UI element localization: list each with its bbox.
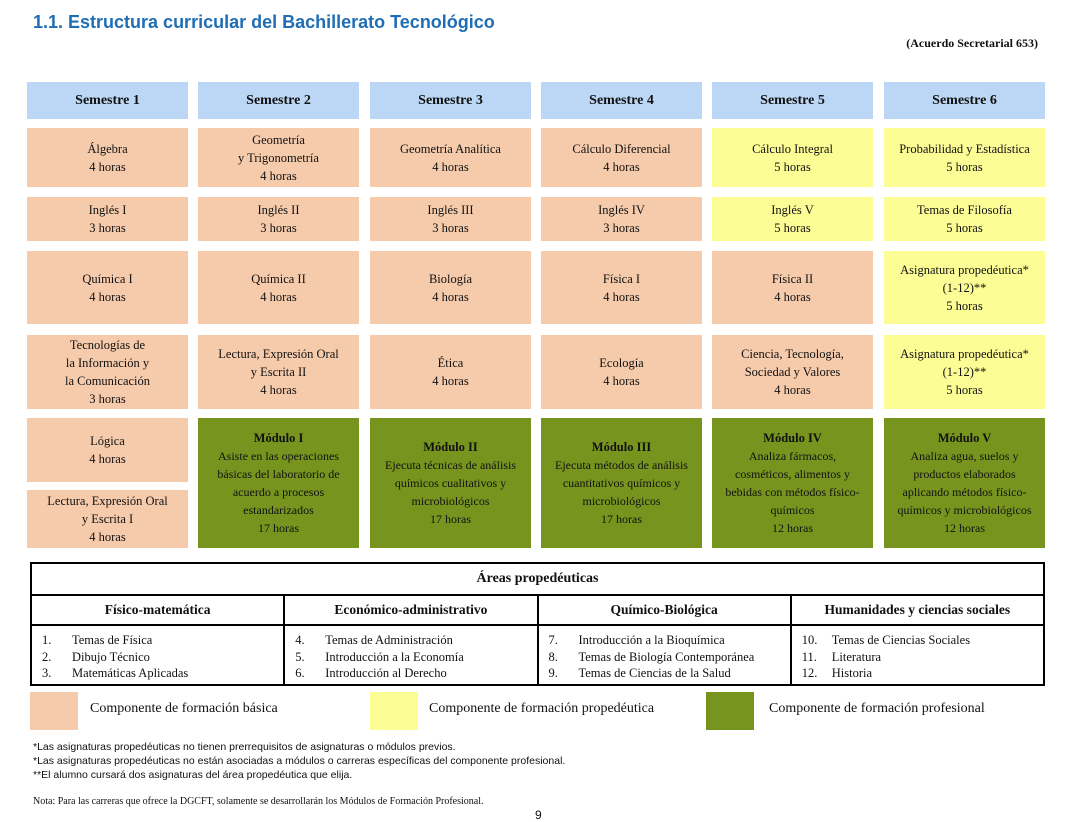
area-item-label: Introducción al Derecho [325, 666, 447, 680]
module-line: Asiste en las operaciones [218, 449, 339, 463]
subject-cell [712, 128, 873, 187]
area-list-item [549, 632, 790, 649]
semester-header: Semestre 6 [884, 82, 1045, 119]
area-item-label: Temas de Ciencias Sociales [831, 633, 971, 647]
module-cell [712, 418, 873, 548]
subject-line: 4 horas [603, 289, 640, 304]
area-column [539, 596, 792, 684]
subject-line: 4 horas [260, 168, 297, 183]
subject-line: 4 horas [89, 289, 126, 304]
areas-columns [32, 596, 1043, 684]
areas-title: Áreas propedéuticas [32, 564, 1043, 596]
legend-basic-label: Componente de formación básica [90, 701, 278, 716]
area-list [32, 626, 283, 682]
module-line: productos elaborados [913, 467, 1016, 481]
subject-cell [541, 335, 702, 409]
module-line: microbiológicos [582, 494, 661, 508]
subject-line: (1-12)** [942, 365, 987, 379]
legend-propedeutic-swatch [370, 692, 418, 730]
area-item-number: 9. [548, 666, 558, 680]
subject-line: 3 horas [603, 221, 640, 235]
area-item-number: 12. [801, 666, 818, 680]
subject-line: Temas de Filosofía [917, 203, 1012, 217]
semester-header: Semestre 2 [198, 82, 359, 119]
subject-line: Tecnologías de [69, 338, 146, 352]
module-line: básicas del laboratorio de [217, 467, 340, 481]
subject-line: 4 horas [89, 452, 126, 466]
area-heading: Físico-matemática [32, 596, 283, 626]
legend-basic-swatch [30, 692, 78, 730]
subject-line: Geometría Analítica [399, 141, 501, 156]
subject-cell [27, 128, 188, 187]
subject-line: 4 horas [774, 383, 811, 397]
module-cell [370, 418, 531, 548]
module-line: 17 horas [601, 512, 642, 526]
subject-line: Biología [428, 271, 473, 286]
subject-line: 5 horas [774, 159, 811, 174]
subject-cell [198, 251, 359, 324]
module-line: 17 horas [430, 512, 471, 526]
subject-line: Física II [771, 271, 814, 286]
module-line: cuantitativos químicos y [562, 476, 681, 490]
subject-line: 3 horas [432, 221, 469, 235]
area-item-label: Introducción a la Bioquímica [578, 633, 725, 647]
subject-line: 4 horas [260, 289, 297, 304]
semester-header: Semestre 5 [712, 82, 873, 119]
area-column [285, 596, 538, 684]
subject-line: Lectura, Expresión Oral [218, 347, 339, 361]
area-item-label: Temas de Física [72, 633, 153, 647]
area-heading: Económico-administrativo [285, 596, 536, 626]
subject-line: Cálculo Diferencial [572, 141, 671, 156]
subject-cell [27, 335, 188, 409]
subject-cell [27, 418, 188, 482]
subject-line: Geometría [252, 132, 305, 147]
area-column [792, 596, 1043, 684]
subject-cell [198, 128, 359, 187]
module-cell [884, 418, 1045, 548]
area-item-number: 6. [295, 666, 305, 680]
module-line: Analiza fármacos, [748, 449, 837, 463]
area-list-item [295, 649, 536, 666]
module-line: 12 horas [772, 521, 813, 535]
subject-line: y Trigonometría [238, 150, 319, 165]
subject-cell [198, 335, 359, 409]
subject-line: 4 horas [260, 383, 297, 397]
area-list [792, 626, 1043, 682]
module-line: acuerdo a procesos [232, 485, 325, 499]
subject-line: 3 horas [260, 221, 297, 235]
subject-line: 5 horas [774, 221, 811, 235]
subject-line: Cálculo Integral [752, 141, 833, 156]
area-list [539, 626, 790, 682]
module-title: Módulo III [591, 440, 652, 454]
module-line: estandarizados [243, 503, 314, 517]
subject-line: Asignatura propedéutica* [900, 262, 1029, 277]
area-list-item [549, 665, 790, 682]
note: *Las asignaturas propedéuticas no tienen prerrequisitos de asignaturas o módulos previos. [33, 741, 456, 753]
area-list-item [549, 649, 790, 666]
subject-cell [541, 197, 702, 241]
module-line: Ejecuta técnicas de análisis [385, 458, 516, 472]
subject-line: 4 horas [89, 530, 126, 544]
area-list-item [42, 649, 283, 666]
subject-cell [198, 197, 359, 241]
module-line: microbiológicos [411, 494, 490, 508]
subject-line: 3 horas [89, 221, 126, 235]
area-item-number: 3. [42, 666, 52, 680]
area-list-item [295, 632, 536, 649]
page-title: 1.1. Estructura curricular del Bachillerato Tecnológico [33, 12, 495, 32]
subject-line: (1-12)** [942, 280, 987, 295]
subject-line: Química II [251, 271, 306, 286]
subject-line: 4 horas [432, 159, 469, 174]
subject-line: 4 horas [774, 289, 811, 304]
subject-line: 4 horas [432, 374, 469, 388]
semester-header: Semestre 4 [541, 82, 702, 119]
module-cell [198, 418, 359, 548]
subject-line: la Información y [65, 356, 150, 370]
page-number: 9 [535, 808, 542, 822]
area-item-number: 10. [801, 633, 818, 647]
subject-line: Ciencia, Tecnología, [741, 347, 844, 361]
subject-line: Ética [437, 356, 464, 370]
subject-line: y Escrita II [250, 365, 307, 379]
note: *Las asignaturas propedéuticas no están asociadas a módulos o carreras específicas del componente profesional. [33, 755, 566, 767]
subject-line: Ecología [599, 356, 644, 370]
subject-line: Probabilidad y Estadística [899, 141, 1030, 156]
area-list-item [802, 632, 1043, 649]
subject-line: Inglés V [771, 203, 814, 217]
subject-cell [370, 128, 531, 187]
subject-cell [541, 128, 702, 187]
subject-line: y Escrita I [81, 512, 134, 526]
module-line: aplicando métodos físico- [902, 485, 1027, 499]
subject-cell [712, 197, 873, 241]
agreement-reference: (Acuerdo Secretarial 653) [906, 36, 1038, 50]
module-title: Módulo V [937, 431, 992, 445]
subject-line: Física I [602, 271, 641, 286]
subject-cell [27, 251, 188, 324]
area-item-label: Dibujo Técnico [72, 649, 150, 664]
subject-line: 4 horas [432, 289, 469, 304]
subject-line: Lectura, Expresión Oral [47, 494, 168, 508]
subject-cell [884, 128, 1045, 187]
area-item-label: Introducción a la Economía [325, 649, 464, 664]
module-line: cosméticos, alimentos y [735, 467, 850, 481]
area-item-label: Matemáticas Aplicadas [72, 666, 189, 680]
subject-cell [541, 251, 702, 324]
semester-header: Semestre 3 [370, 82, 531, 119]
subject-line: 5 horas [946, 221, 983, 235]
subject-cell [370, 197, 531, 241]
module-line: Ejecuta métodos de análisis [555, 458, 688, 472]
subject-line: Química I [82, 271, 133, 286]
module-title: Módulo II [423, 440, 478, 454]
subject-cell [712, 335, 873, 409]
area-list [285, 626, 536, 682]
subject-cell [27, 490, 188, 548]
subject-line: 4 horas [89, 159, 126, 174]
area-list-item [802, 649, 1043, 666]
module-line: 12 horas [944, 521, 985, 535]
subject-line: 4 horas [603, 159, 640, 174]
subject-line: 3 horas [89, 392, 126, 406]
module-line: químicos y microbiológicos [897, 503, 1032, 517]
area-heading: Químico-Biológica [539, 596, 790, 626]
area-item-label: Literatura [831, 649, 882, 664]
area-item-number: 11. [801, 649, 817, 664]
legend-professional-label: Componente de formación profesional [769, 701, 985, 716]
areas-table [30, 562, 1045, 686]
notes [33, 740, 565, 782]
subject-cell [712, 251, 873, 324]
area-item-number: 8. [548, 649, 558, 664]
subject-line: Inglés II [257, 203, 300, 217]
subject-line: la Comunicación [64, 374, 151, 388]
subject-line: 5 horas [946, 159, 983, 174]
subject-line: Inglés III [427, 203, 474, 217]
subject-line: Álgebra [87, 141, 128, 156]
subject-line: Asignatura propedéutica* [900, 347, 1029, 361]
area-item-label: Temas de Ciencias de la Salud [578, 666, 731, 680]
subject-line: 4 horas [603, 374, 640, 388]
legend-professional-swatch [706, 692, 754, 730]
area-item-number: 2. [42, 649, 52, 664]
area-item-number: 7. [548, 633, 558, 647]
module-line: Analiza agua, suelos y [910, 449, 1019, 463]
area-item-number: 4. [295, 633, 305, 647]
subject-cell [884, 197, 1045, 241]
area-item-number: 1. [42, 633, 52, 647]
area-list-item [295, 665, 536, 682]
subject-line: Inglés I [88, 203, 127, 217]
subject-cell [884, 335, 1045, 409]
subject-line: Inglés IV [598, 203, 645, 217]
area-item-label: Temas de Biología Contemporánea [578, 649, 755, 664]
area-list-item [42, 665, 283, 682]
area-item-number: 5. [295, 649, 305, 664]
subject-cell [370, 251, 531, 324]
subject-line: 5 horas [946, 383, 983, 397]
subject-cell [884, 251, 1045, 324]
module-line: bebidas con métodos físico- [725, 485, 860, 499]
area-heading: Humanidades y ciencias sociales [792, 596, 1043, 626]
module-title: Módulo I [253, 431, 304, 445]
note: **El alumno cursará dos asignaturas del área propedéutica que elija. [33, 769, 353, 781]
subject-line: Sociedad y Valores [744, 365, 841, 379]
module-line: químicos cualitativos y [394, 476, 507, 490]
module-line: 17 horas [258, 521, 299, 535]
legend-propedeutic-label: Componente de formación propedéutica [429, 701, 655, 716]
subject-cell [370, 335, 531, 409]
module-title: Módulo IV [763, 431, 822, 445]
area-column [32, 596, 285, 684]
subject-line: Lógica [90, 434, 125, 448]
area-list-item [802, 665, 1043, 682]
area-list-item [42, 632, 283, 649]
area-item-label: Temas de Administración [325, 633, 453, 647]
footnote: Nota: Para las carreras que ofrece la DGCFT, solamente se desarrollarán los Módulos de Formación Profesional. [33, 796, 484, 807]
module-cell [541, 418, 702, 548]
subject-cell [27, 197, 188, 241]
subject-line: 5 horas [946, 298, 983, 313]
module-line: químicos [770, 503, 815, 517]
semester-header: Semestre 1 [27, 82, 188, 119]
area-item-label: Historia [831, 666, 873, 680]
